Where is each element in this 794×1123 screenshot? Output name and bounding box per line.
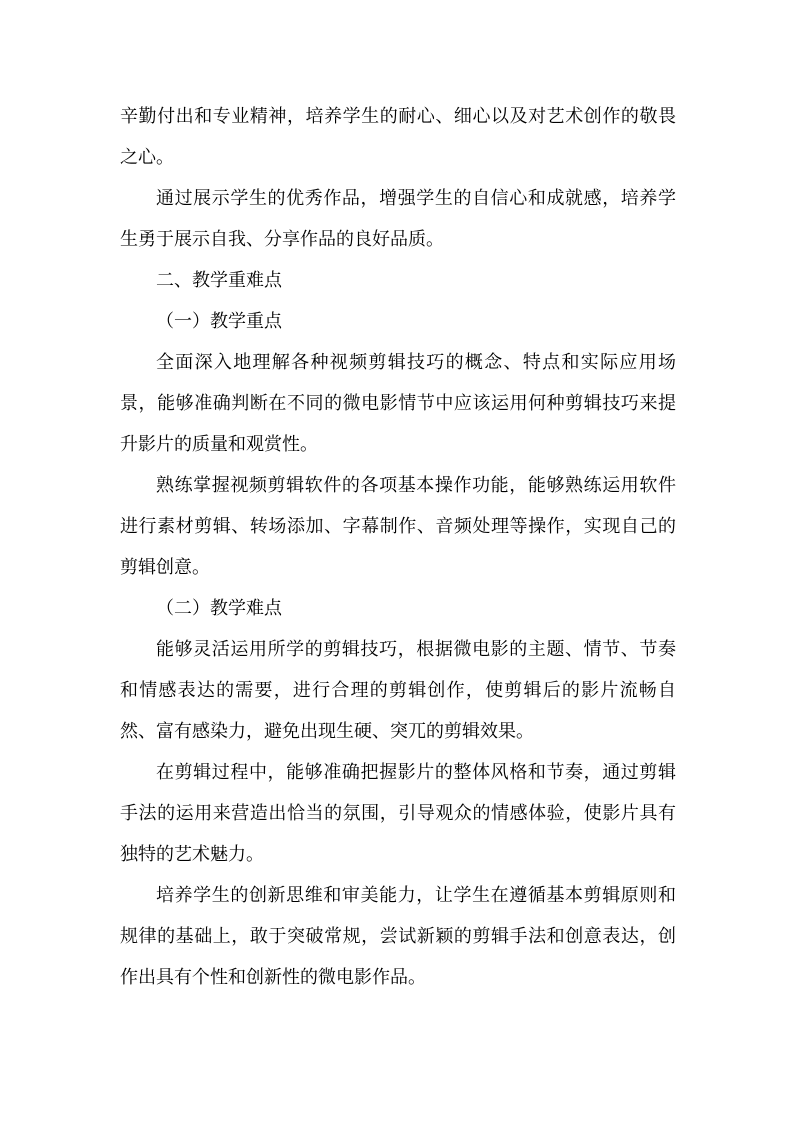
section-heading-key-difficult-points: 二、教学重难点 (156, 270, 282, 291)
paragraph-difficulty-innovation: 培养学生的创新思维和审美能力，让学生在遵循基本剪辑原则和规律的基础上，敢于突破常规，尝试新颖的剪辑手法和创意表达，创作出具有个性和创新性的微电影作品。 (120, 885, 676, 988)
paragraph-difficulty-style: 在剪辑过程中，能够准确把握影片的整体风格和节奏，通过剪辑手法的运用来营造出恰当的氛围，引导观众的情感体验，使影片具有独特的艺术魅力。 (120, 762, 676, 865)
subheading-teaching-focus: （一）教学重点 (156, 311, 282, 332)
paragraph-continuation: 辛勤付出和专业精神，培养学生的耐心、细心以及对艺术创作的敬畏之心。 (120, 106, 676, 168)
paragraph-focus-software: 熟练掌握视频剪辑软件的各项基本操作功能，能够熟练运用软件进行素材剪辑、转场添加、字幕制作、音频处理等操作，实现自己的剪辑创意。 (120, 475, 676, 578)
paragraph-difficulty-flexible: 能够灵活运用所学的剪辑技巧，根据微电影的主题、情节、节奏和情感表达的需要，进行合理的剪辑创作，使剪辑后的影片流畅自然、富有感染力，避免出现生硬、突兀的剪辑效果。 (120, 639, 676, 742)
document-body (120, 96, 676, 998)
paragraph-focus-understanding: 全面深入地理解各种视频剪辑技巧的概念、特点和实际应用场景，能够准确判断在不同的微电影情节中应该运用何种剪辑技巧来提升影片的质量和观赏性。 (120, 352, 676, 455)
subheading-teaching-difficulty: （二）教学难点 (156, 598, 282, 619)
paragraph-showcase-works: 通过展示学生的优秀作品，增强学生的自信心和成就感，培养学生勇于展示自我、分享作品的良好品质。 (120, 188, 676, 250)
